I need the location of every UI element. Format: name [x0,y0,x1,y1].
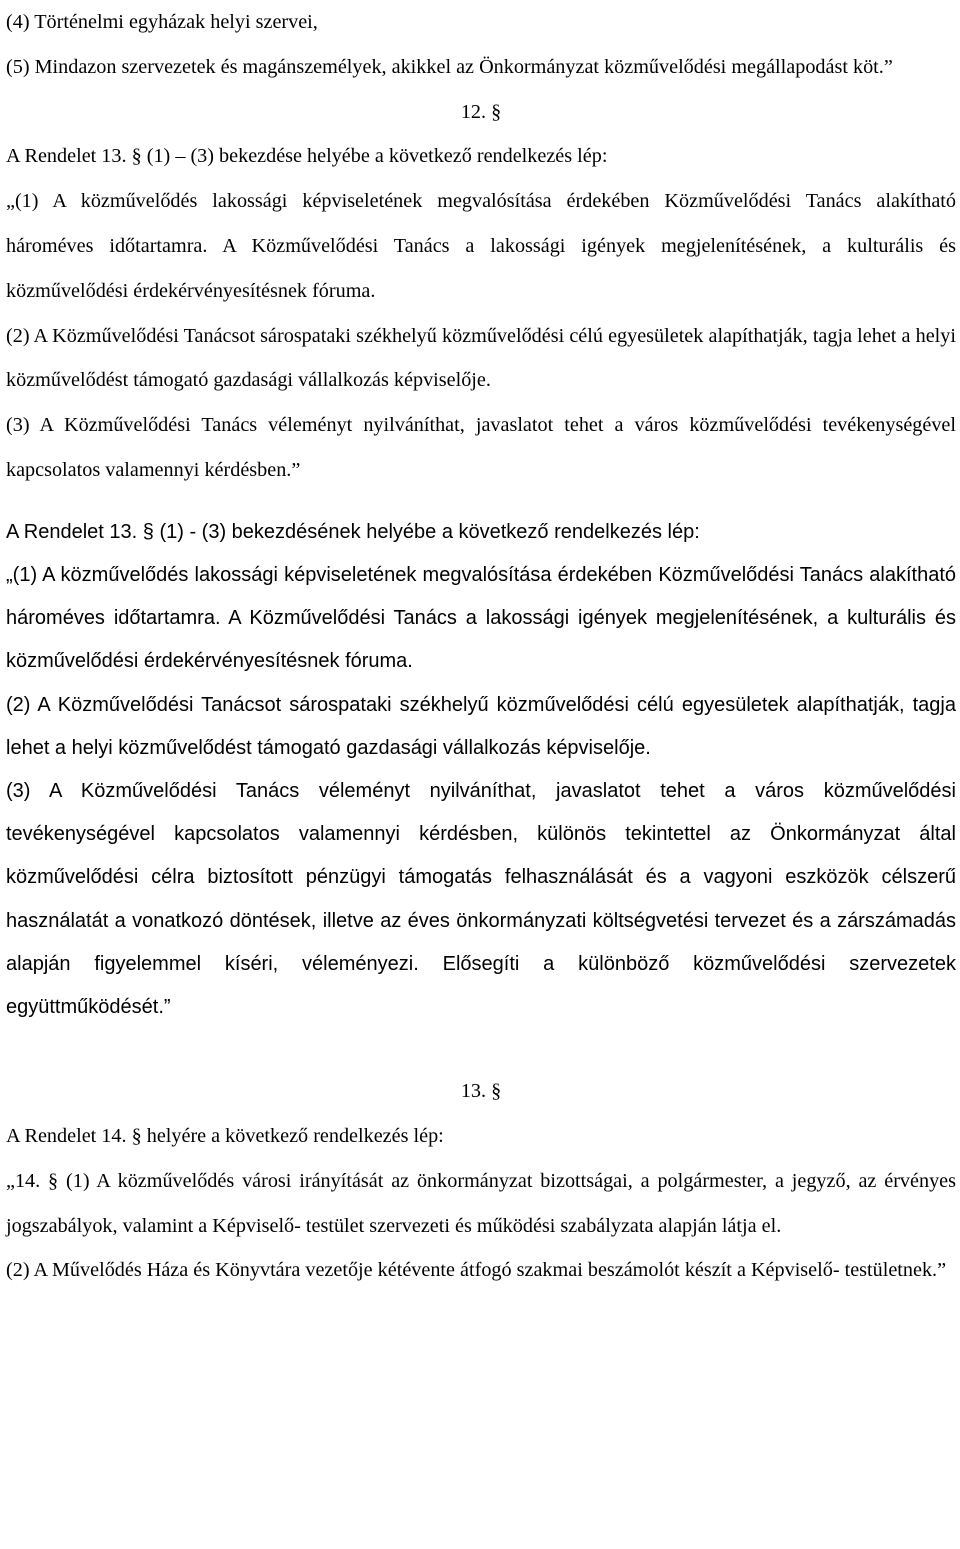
section-13-heading: 13. § [460,1080,502,1103]
section-13-intro: A Rendelet 14. § helyére a következő rendelkezés lép: [6,1125,444,1147]
section-12 [6,90,956,493]
section-12-intro: A Rendelet 13. § (1) – (3) bekezdése helyébe a következő rendelkezés lép: [6,145,608,168]
section-12-para-1: „(1) A közművelődés lakossági képviseletének megvalósítása érdekében Közművelődési Tanács alakítható hároméves időtartamra. A Közművelődési Tanács a lakossági igények megjelenítésének, a kulturális és közművelődési érdekérvényesítésnek fóruma. [6,190,956,302]
amended-intro: A Rendelet 13. § (1) - (3) bekezdésének helyébe a következő rendelkezés lép: [6,520,700,543]
spacer [6,493,956,511]
list-item-4: (4) Történelmi egyházak helyi szervei, [6,11,318,33]
section-13 [6,1069,956,1293]
list-item-5: (5) Mindazon szervezetek és magánszemélyek, akikkel az Önkormányzat közművelődési megállapodást köt.” [6,55,893,78]
section-12-amended [6,511,956,1029]
amended-para-1: „(1) A közművelődés lakossági képviseletének megvalósítása érdekében Közművelődési Tanács alakítható hároméves időtartamra. A Közművelődési Tanács a lakossági igények megjelenítésének, a kulturális és közművelődési érdekérvényesítésnek fóruma. [6,563,956,673]
amended-para-2: (2) A Közművelődési Tanácsot sárospataki székhelyű közművelődési célú egyesületek alapíthatják, tagja lehet a helyi közművelődést támogató gazdasági vállalkozás képviselője. [6,693,956,759]
document-page [6,0,956,1293]
section-13-para-2: (2) A Művelődés Háza és Könyvtára vezetője kétévente átfogó szakmai beszámolót készít a Képviselő- testületnek.” [6,1259,947,1282]
section-12-para-3: (3) A Közművelődési Tanács véleményt nyilváníthat, javaslatot tehet a város közművelődési tevékenységével kapcsolatos valamennyi kérdésben.” [6,414,956,481]
block-intro [6,0,956,90]
spacer-large [6,1029,956,1069]
section-13-para-1: „14. § (1) A közművelődés városi irányítását az önkormányzat bizottságai, a polgármester, a jegyző, az érvényes jogszabályok, valamint a Képviselő- testület szervezeti és működési szabályzata alapján látja el. [6,1169,956,1237]
section-12-para-2: (2) A Közművelődési Tanácsot sárospataki székhelyű közművelődési célú egyesületek alapíthatják, tagja lehet a helyi közművelődést támogató gazdasági vállalkozás képviselője. [6,324,956,392]
section-12-heading: 12. § [460,100,502,123]
amended-para-3: (3) A Közművelődési Tanács véleményt nyilváníthat, javaslatot tehet a város közművelődési tevékenységével kapcsolatos valamennyi kérdésben, különös tekintettel az Önkormányzat által közművelődési célra biztosított pénzügyi támogatás felhasználását és a vagyoni eszközök célszerű használatát a vonatkozó döntések, illetve az éves önkormányzati költségvetési tervezet és a zárszámadás alapján figyelemmel kíséri, véleményezi. Elősegíti a különböző közművelődési szervezetek együttműködését.” [6,779,956,1018]
